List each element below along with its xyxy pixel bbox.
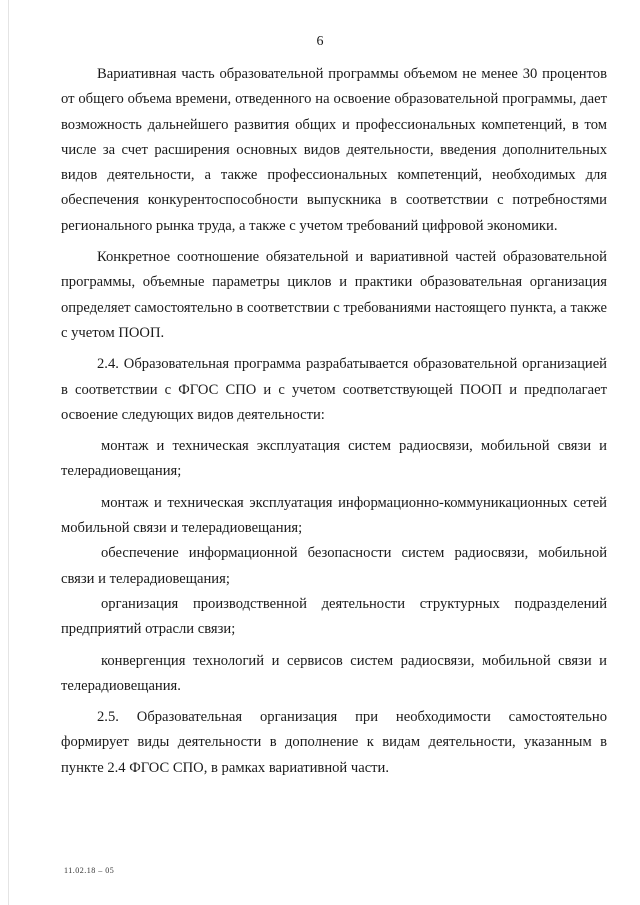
paragraph-2-4: 2.4. Образовательная программа разрабатывается образовательной организацией в соответствии с ФГОС СПО и с учетом соответствующей ПООП и предполагает освоение следующих видов деятельности: (61, 356, 607, 423)
activity-item: обеспечение информационной безопасности систем радиосвязи, мобильной связи и телерадиовещания; (61, 545, 607, 587)
paragraph-ratio: Конкретное соотношение обязательной и вариативной частей образовательной программы, объемные параметры циклов и практики образовательная организация определяет самостоятельно в соответствии с требованиями настоящего пункта, а также с учетом ПООП. (61, 249, 607, 341)
activity-item: монтаж и техническая эксплуатация информационно-коммуникационных сетей мобильной связи и телерадиовещания; (61, 494, 607, 537)
paragraph-2-5: 2.5. Образовательная организация при необходимости самостоятельно формирует виды деятельности в дополнение к видам деятельности, указанным в пункте 2.4 ФГОС СПО, в рамках вариативной части. (61, 709, 607, 776)
activity-item: организация производственной деятельности структурных подразделений предприятий отрасли связи; (61, 595, 607, 638)
page-number: 6 (316, 34, 324, 49)
paragraph-variative-part: Вариативная часть образовательной программы объемом не менее 30 процентов от общего объема времени, отведенного на освоение образовательной программы, дает возможность дальнейшего развития общих и профессиональных компетенций, в том числе за счет расширения основных видов деятельности, введения дополнительных видов деятельности, а также профессиональных компетенций, необходимых для обеспечения конкурентоспособности выпускника в соответствии с потребностями регионального рынка труда, а также с учетом требований цифровой экономики. (61, 66, 607, 234)
activity-item: монтаж и техническая эксплуатация систем радиосвязи, мобильной связи и телерадиовещания; (61, 438, 607, 480)
page-body (61, 62, 607, 781)
activity-item: конвергенция технологий и сервисов систем радиосвязи, мобильной связи и телерадиовещания. (61, 652, 607, 694)
scan-edge-line (8, 0, 9, 905)
footer-code: 11.02.18 – 05 (64, 866, 115, 875)
